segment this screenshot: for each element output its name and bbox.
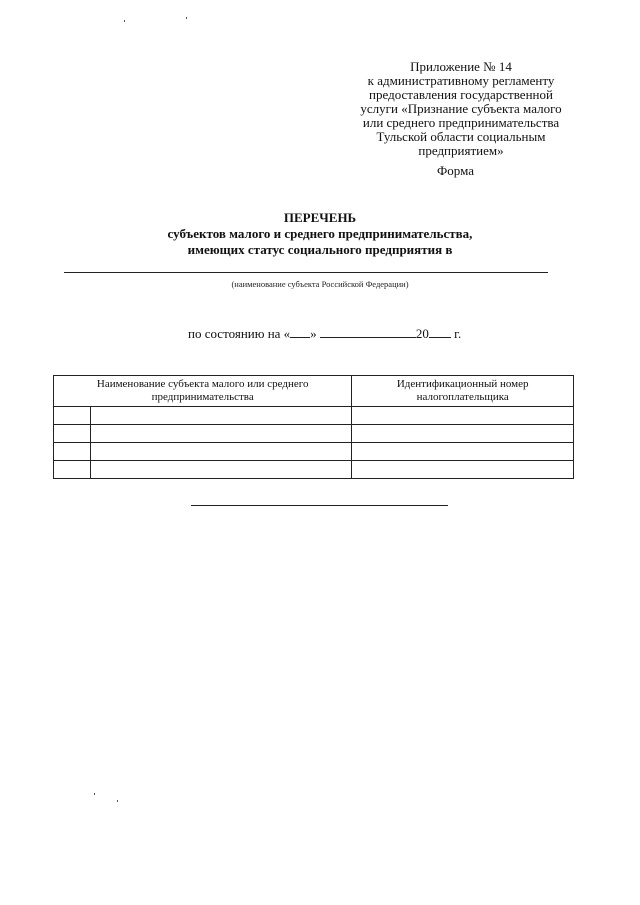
row-number-cell[interactable] xyxy=(54,461,91,479)
annex-block xyxy=(330,60,592,158)
annex-line: предоставления государственной xyxy=(369,87,553,102)
table-row xyxy=(54,407,574,425)
footer-separator-line xyxy=(191,505,448,506)
scan-speck xyxy=(186,17,187,19)
status-date-line xyxy=(188,326,461,342)
enterprise-table xyxy=(53,375,574,479)
table-row xyxy=(54,461,574,479)
table-row xyxy=(54,425,574,443)
table-header-row xyxy=(54,376,574,407)
status-date-prefix: по состоянию на « xyxy=(188,326,291,341)
row-number-cell[interactable] xyxy=(54,407,91,425)
annex-line: или среднего предпринимательства xyxy=(362,115,560,130)
inn-cell[interactable] xyxy=(352,407,574,425)
enterprise-name-cell[interactable] xyxy=(90,425,351,443)
region-caption: (наименование субъекта Российской Федерации) xyxy=(231,279,409,289)
month-blank xyxy=(320,326,416,338)
title-line: субъектов малого и среднего предпринимательства, xyxy=(167,226,473,241)
document-title xyxy=(80,210,560,258)
header-inn: Идентификационный номер налогоплательщика xyxy=(352,376,574,407)
form-label: Форма xyxy=(437,163,474,178)
title-line: имеющих статус социального предприятия в xyxy=(187,242,453,257)
inn-cell[interactable] xyxy=(352,425,574,443)
annex-line: Приложение № 14 xyxy=(410,59,512,74)
scan-speck xyxy=(94,793,95,795)
row-number-cell[interactable] xyxy=(54,443,91,461)
year-blank xyxy=(429,326,451,338)
header-enterprise-name: Наименование субъекта малого или среднего предпринимательства xyxy=(54,376,352,407)
annex-line: Тульской области социальным xyxy=(376,129,546,144)
title-heading: ПЕРЕЧЕНЬ xyxy=(283,210,357,225)
scan-speck xyxy=(124,20,125,22)
year-prefix: 20 xyxy=(415,326,429,341)
region-fill-line xyxy=(64,272,548,273)
inn-cell[interactable] xyxy=(352,443,574,461)
inn-cell[interactable] xyxy=(352,461,574,479)
annex-line: услуги «Признание субъекта малого xyxy=(360,101,562,116)
enterprise-name-cell[interactable] xyxy=(90,443,351,461)
annex-line: предприятием» xyxy=(418,143,504,158)
year-suffix: г. xyxy=(454,326,462,341)
status-date-mid: » xyxy=(310,326,317,341)
annex-line: к административному регламенту xyxy=(367,73,555,88)
enterprise-name-cell[interactable] xyxy=(90,461,351,479)
table-row xyxy=(54,443,574,461)
scan-speck xyxy=(117,800,118,802)
row-number-cell[interactable] xyxy=(54,425,91,443)
day-blank xyxy=(290,326,310,338)
enterprise-name-cell[interactable] xyxy=(90,407,351,425)
